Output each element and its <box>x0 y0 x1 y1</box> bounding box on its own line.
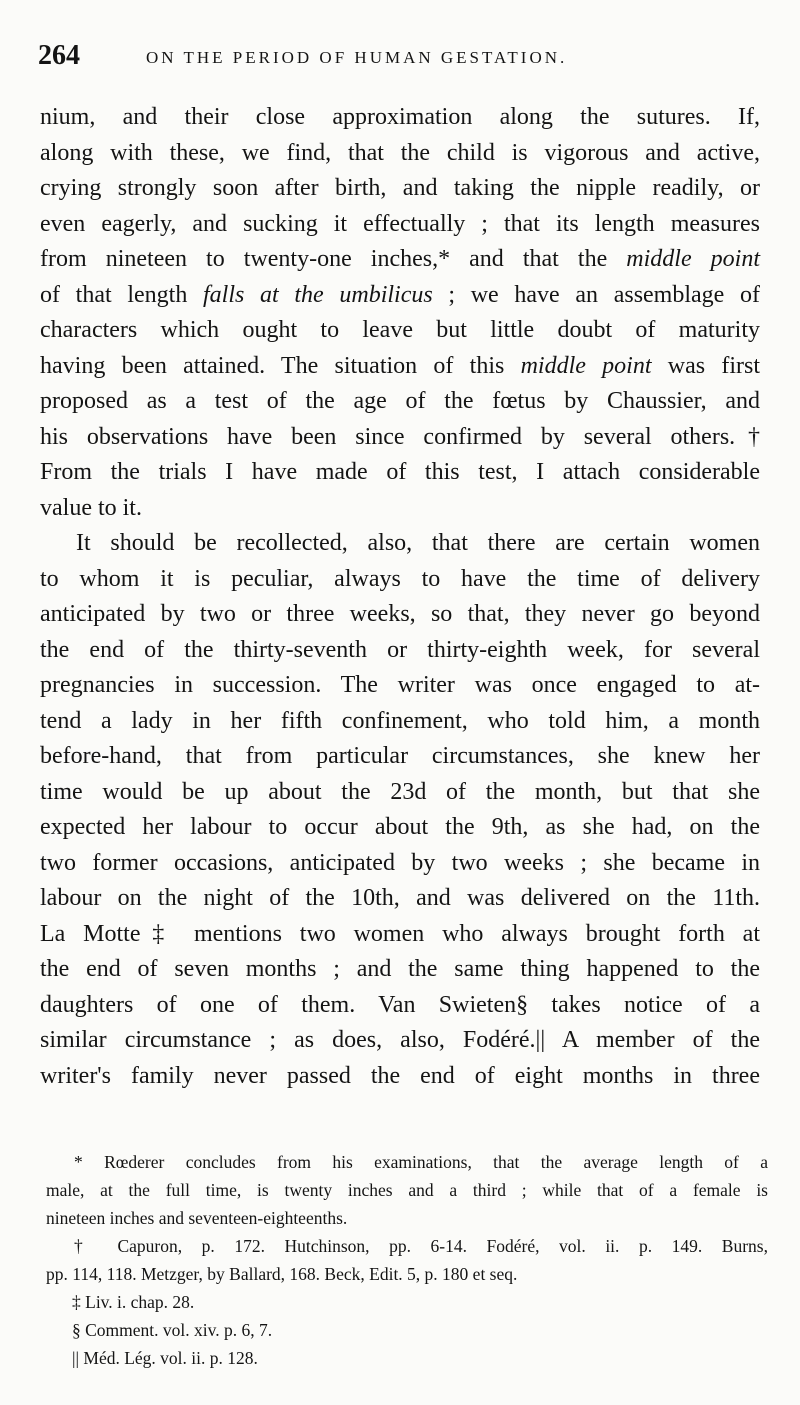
italic-phrase: middle point <box>626 246 761 272</box>
body-line: time would be up about the 23d of the month, but that she <box>40 778 760 805</box>
body-line: similar circumstance ; as does, also, Fodéré.|| A member of the <box>40 1027 760 1053</box>
footnote-line: male, at the full time, is twenty inches and a third ; while that of a female is <box>46 1180 768 1200</box>
footnote-line: nineteen inches and seventeen-eighteenths. <box>46 1208 348 1228</box>
italic-phrase: middle point <box>520 352 652 379</box>
body-line: from nineteen to twenty-one inches,* and that the middle point <box>40 246 761 272</box>
body-line: crying strongly soon after birth, and taking the nipple readily, or <box>40 175 760 201</box>
page-header <box>38 40 758 80</box>
body-line: anticipated by two or three weeks, so that, they never go beyond <box>40 601 760 627</box>
body-line: the end of the thirty-seventh or thirty-eighth week, for several <box>40 636 760 663</box>
running-title: ON THE PERIOD OF HUMAN GESTATION. <box>146 48 568 67</box>
body-line: to whom it is peculiar, always to have the time of delivery <box>40 565 760 592</box>
body-line: nium, and their close approximation along the sutures. If, <box>40 104 760 130</box>
body-line: even eagerly, and sucking it effectually ; that its length measures <box>40 210 760 237</box>
body-line: before-hand, that from particular circumstances, she knew her <box>40 743 760 769</box>
body-line: It should be recollected, also, that there are certain women <box>76 530 760 556</box>
body-line: his observations have been since confirmed by several others.† <box>40 423 760 450</box>
body-line: value to it. <box>40 494 142 521</box>
body-line: characters which ought to leave but little doubt of maturity <box>40 317 760 343</box>
body-line: daughters of one of them. Van Swieten§ takes notice of a <box>40 991 760 1018</box>
footnote-line: || Méd. Lég. vol. ii. p. 128. <box>72 1348 258 1368</box>
body-line: From the trials I have made of this test, I attach considerable <box>40 459 760 485</box>
body-line: the end of seven months ; and the same thing happened to the <box>40 956 760 982</box>
footnote-line: § Comment. vol. xiv. p. 6, 7. <box>72 1320 273 1340</box>
italic-phrase: falls at the umbilicus <box>203 281 433 308</box>
body-text <box>40 100 760 1094</box>
body-line: along with these, we find, that the child is vigorous and active, <box>40 139 760 166</box>
body-line: having been attained. The situation of this middle point was first <box>40 352 761 379</box>
body-line: proposed as a test of the age of the fœtus by Chaussier, and <box>40 388 760 414</box>
body-line: tend a lady in her fifth confinement, who told him, a month <box>40 707 760 734</box>
footnote-line: ‡ Liv. i. chap. 28. <box>72 1292 195 1312</box>
page-number: 264 <box>38 40 80 71</box>
body-line: labour on the night of the 10th, and was delivered on the 11th. <box>40 885 760 911</box>
footnote-line: † Capuron, p. 172. Hutchinson, pp. 6-14. Fodéré, vol. ii. p. 149. Burns, <box>74 1236 768 1256</box>
body-line: two former occasions, anticipated by two weeks ; she became in <box>40 849 760 876</box>
footnotes <box>46 1148 768 1372</box>
body-line: writer's family never passed the end of eight months in three <box>40 1062 760 1089</box>
footnote-line: pp. 114, 118. Metzger, by Ballard, 168. Beck, Edit. 5, p. 180 et seq. <box>46 1264 518 1284</box>
footnote-line: * Rœderer concludes from his examinations, that the average length of a <box>74 1152 768 1172</box>
body-line: La Motte‡ mentions two women who always brought forth at <box>40 920 760 947</box>
body-line: expected her labour to occur about the 9th, as she had, on the <box>40 814 760 840</box>
body-line: of that length falls at the umbilicus ; we have an assemblage of <box>40 281 760 308</box>
body-line: pregnancies in succession. The writer was once engaged to at- <box>40 672 760 698</box>
